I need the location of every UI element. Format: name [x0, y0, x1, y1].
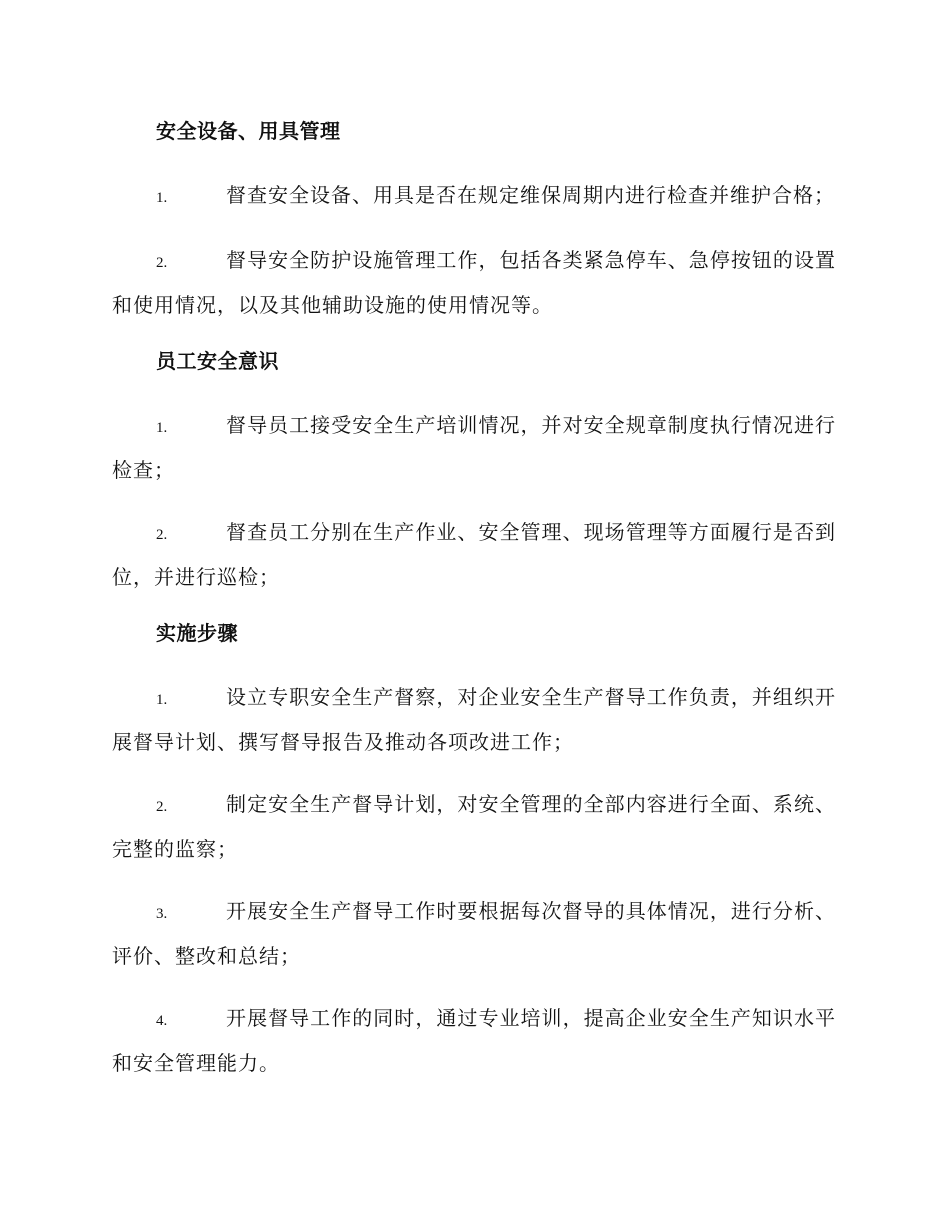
item-text: 督导员工接受安全生产培训情况，并对安全规章制度执行情况进行检查； — [112, 413, 836, 482]
item-text: 开展督导工作的同时，通过专业培训，提高企业安全生产知识水平和安全管理能力。 — [112, 1006, 836, 1075]
list-item — [112, 890, 836, 977]
list-item — [112, 174, 836, 219]
item-text: 督查员工分别在生产作业、安全管理、现场管理等方面履行是否到位，并进行巡检； — [112, 520, 836, 589]
item-number: 3. — [156, 906, 168, 922]
list-item — [112, 783, 836, 870]
section-implementation-steps — [112, 610, 836, 1084]
item-text: 制定安全生产督导计划，对安全管理的全部内容进行全面、系统、完整的监察； — [112, 792, 836, 861]
item-number: 1. — [156, 190, 168, 206]
section-heading: 实施步骤 — [156, 621, 238, 645]
item-text: 设立专职安全生产督察，对企业安全生产督导工作负责，并组织开展督导计划、撰写督导报告及推动各项改进工作； — [112, 685, 836, 754]
item-text: 开展安全生产督导工作时要根据每次督导的具体情况，进行分析、评价、整改和总结； — [112, 899, 836, 968]
item-number: 2. — [156, 799, 168, 815]
list-item — [112, 404, 836, 491]
list-item — [112, 676, 836, 763]
item-number: 1. — [156, 420, 168, 436]
item-number: 1. — [156, 692, 168, 708]
item-number: 2. — [156, 527, 168, 543]
section-heading: 安全设备、用具管理 — [156, 119, 341, 143]
section-safety-equipment — [112, 108, 836, 326]
list-item — [112, 511, 836, 598]
item-text: 督查安全设备、用具是否在规定维保周期内进行检查并维护合格； — [226, 183, 835, 207]
item-number: 2. — [156, 255, 168, 271]
list-item — [112, 997, 836, 1084]
item-text: 督导安全防护设施管理工作，包括各类紧急停车、急停按钮的设置和使用情况，以及其他辅助设施的使用情况等。 — [112, 248, 836, 317]
section-employee-awareness — [112, 338, 836, 598]
list-item — [112, 239, 836, 326]
section-heading: 员工安全意识 — [156, 349, 279, 373]
document-body — [112, 104, 836, 1096]
item-number: 4. — [156, 1013, 168, 1029]
